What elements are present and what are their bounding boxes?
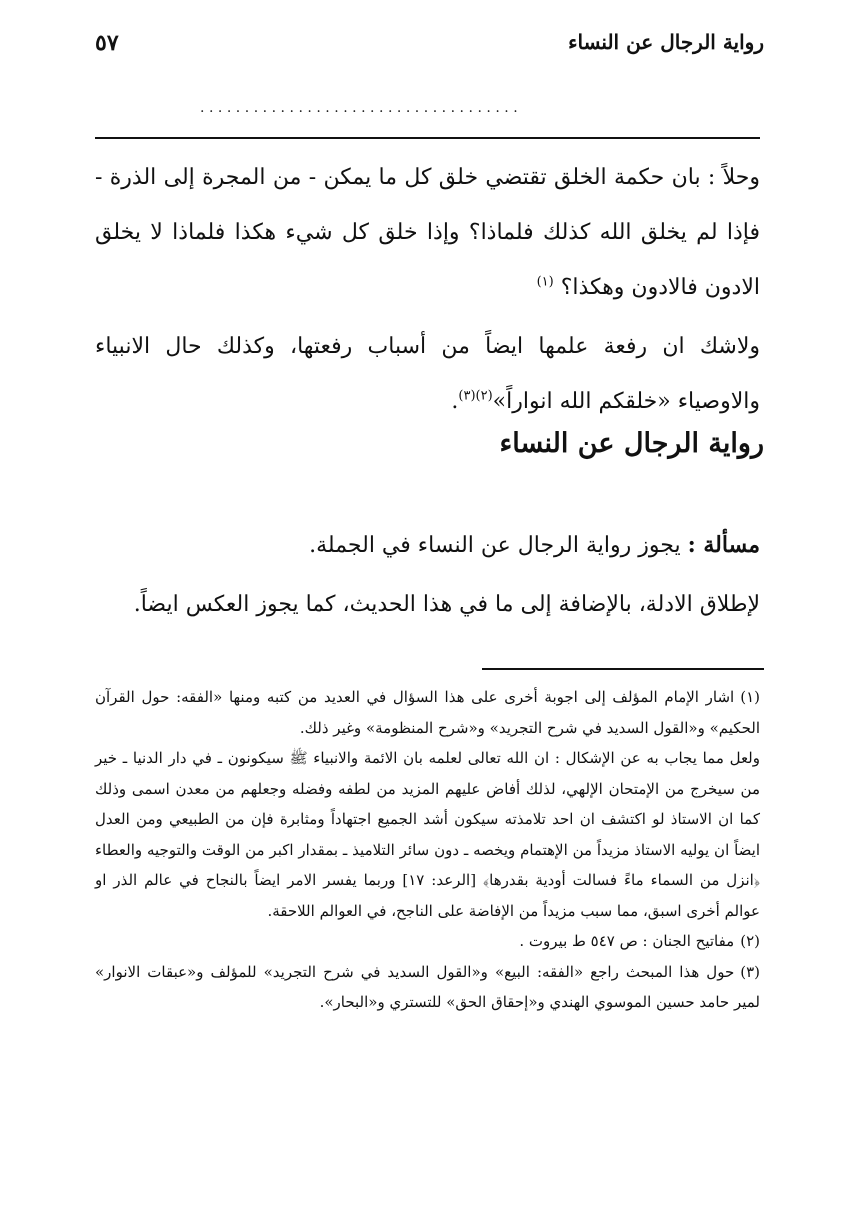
footnote-3-text: حول هذا المبحث راجع «الفقه: البيع» و«القول السديد في شرح التجريد» للمؤلف و«عبقات الانوار» لمير حامد حسين الموسوي الهندي و«إحقاق الحق» للتستري و«البحار». — [95, 962, 760, 1011]
paragraph-2-end: . — [451, 389, 459, 414]
footnote-3 — [95, 957, 760, 1018]
footnote-2-number: (٢) — [740, 932, 760, 950]
footnote-1-continued: ولعل مما يجاب به عن الإشكال : ان الله تعالى لعلمه بان الائمة والانبياء ﷺ سيكونون ـ في دار الدنيا ـ خير من سيخرج من الإمتحان الإلهي، لذلك أفاض عليهم المزيد من لطفه وفضله وجعلهم من معدن اسمى وذلك كما ان الاستاذ لو اكتشف ان احد تلامذته سيكون أشد الجميع اجتهاداً ومثابرة فإن من الطبيعي ومن العدل ايضاً ان يوليه الاستاذ مزيداً من الإهتمام ويخصه ـ دون سائر التلاميذ ـ بمقدار اكبر من الوقت والتوجيه والعطاء ﴿انزل من السماء ماءً فسالت أودية بقدرها﴾ [الرعد: ١٧] وربما يفسر الامر ايضاً بالنجاح في عالم الذر او عوالم أخرى اسبق، مما سبب مزيداً من الإفاضة على الناجح، في العوالم اللاحقة. — [95, 749, 760, 920]
paragraph-2-text: ولاشك ان رفعة علمها ايضاً من أسباب رفعتها، وكذلك حال الانبياء والاوصياء «خلقكم الله انواراً» — [95, 334, 760, 414]
footnotes — [95, 682, 760, 1018]
footnote-rule — [482, 668, 764, 670]
paragraph-3: لإطلاق الادلة، بالإضافة إلى ما في هذا الحديث، كما يجوز العكس ايضاً. — [133, 592, 760, 617]
footnote-1 — [95, 682, 760, 743]
paragraph-1 — [95, 150, 760, 315]
footnote-ref-1: (١) — [536, 274, 554, 290]
section-title: رواية الرجال عن النساء — [499, 428, 764, 459]
footnote-2 — [95, 926, 760, 957]
paragraph-2 — [95, 319, 760, 429]
page-number: ٥٧ — [95, 30, 119, 56]
paragraph-1-text: وحلاً : بان حكمة الخلق تقتضي خلق كل ما يمكن - من المجرة إلى الذرة - فإذا لم يخلق الله كذلك فلماذا؟ وإذا خلق كل شيء هكذا فلماذا لا يخلق الادون فالادون وهكذا؟ — [95, 165, 760, 300]
footnote-3-number: (٣) — [740, 962, 760, 981]
body-text — [95, 150, 760, 429]
issue-text: يجوز رواية الرجال عن النساء في الجملة. — [309, 533, 681, 558]
header-rule — [95, 137, 760, 139]
dotted-separator: .................................... — [200, 100, 523, 116]
issue-label: مسألة : — [687, 532, 760, 558]
footnote-2-text: مفاتيح الجنان : ص ٥٤٧ ط بيروت . — [519, 932, 735, 950]
issue-paragraph — [95, 518, 760, 573]
running-title: رواية الرجال عن النساء — [568, 30, 764, 54]
footnote-1-number: (١) — [740, 688, 760, 706]
section-body — [95, 518, 760, 632]
footnote-1-text-a: اشار الإمام المؤلف إلى اجوبة أخرى على هذا السؤال في العديد من كتبه ومنها «الفقه: حول القرآن الحكيم» و«القول السديد في شرح التجريد» و«شرح المنظومة» وغير ذلك. — [95, 688, 760, 737]
footnote-ref-2-3: (٢)(٣) — [458, 388, 493, 404]
